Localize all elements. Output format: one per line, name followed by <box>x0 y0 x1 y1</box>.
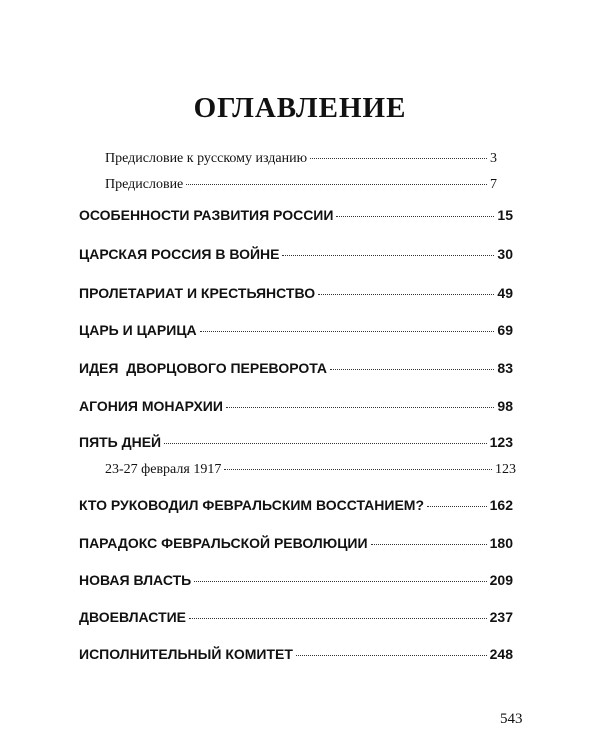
toc-entry-page: 248 <box>489 646 513 662</box>
toc-chapter-7 <box>79 434 513 450</box>
toc-entry-page: 209 <box>489 572 513 588</box>
toc-entry-page: 237 <box>489 609 513 625</box>
dot-leader <box>282 255 494 256</box>
toc-entry-page: 30 <box>497 246 513 262</box>
dot-leader <box>330 369 494 370</box>
toc-subentry-1 <box>105 462 516 478</box>
toc-entry-page: 3 <box>490 151 497 166</box>
toc-entry-page: 123 <box>495 462 516 477</box>
toc-entry-page: 180 <box>489 535 513 551</box>
toc-entry-label: ЦАРЬ И ЦАРИЦА <box>79 322 197 338</box>
dot-leader <box>200 331 495 332</box>
toc-entry-page: 7 <box>490 177 497 192</box>
dot-leader <box>186 184 487 185</box>
toc-chapter-5 <box>79 360 513 376</box>
toc-entry-page: 83 <box>497 360 513 376</box>
toc-entry-label: ЦАРСКАЯ РОССИЯ В ВОЙНЕ <box>79 246 280 262</box>
toc-entry-page: 123 <box>489 434 513 450</box>
toc-chapter-8 <box>79 497 513 513</box>
toc-entry-page: 98 <box>497 398 513 414</box>
toc-entry-label: ИСПОЛНИТЕЛЬНЫЙ КОМИТЕТ <box>79 646 293 662</box>
toc-entry-preface-russian <box>105 151 497 167</box>
toc-entry-label: ПАРАДОКС ФЕВРАЛЬСКОЙ РЕВОЛЮЦИИ <box>79 535 368 551</box>
dot-leader <box>336 216 494 217</box>
page-title: ОГЛАВЛЕНИЕ <box>193 92 407 124</box>
toc-chapter-10 <box>79 572 513 588</box>
toc-entry-label: 23-27 февраля 1917 <box>105 462 222 477</box>
dot-leader <box>296 655 487 656</box>
dot-leader <box>189 618 487 619</box>
toc-entry-page: 15 <box>497 207 513 223</box>
toc-entry-label: Предисловие к русскому изданию <box>105 151 308 166</box>
toc-entry-label: ПЯТЬ ДНЕЙ <box>79 434 162 450</box>
toc-chapter-6 <box>79 398 513 414</box>
toc-entry-label: ДВОЕВЛАСТИЕ <box>79 609 187 625</box>
toc-entry-label: КТО РУКОВОДИЛ ФЕВРАЛЬСКИМ ВОССТАНИЕМ? <box>79 497 425 513</box>
dot-leader <box>371 544 487 545</box>
dot-leader <box>194 581 486 582</box>
toc-entry-preface <box>105 177 497 193</box>
toc-entry-label: ПРОЛЕТАРИАТ И КРЕСТЬЯНСТВО <box>79 285 316 301</box>
toc-chapter-11 <box>79 609 513 625</box>
toc-entry-page: 49 <box>497 285 513 301</box>
toc-entry-page: 69 <box>497 322 513 338</box>
toc-entry-label: Предисловие <box>105 177 184 192</box>
toc-chapter-2 <box>79 246 513 262</box>
page-number: 543 <box>500 711 523 727</box>
toc-entry-label: ОСОБЕННОСТИ РАЗВИТИЯ РОССИИ <box>79 207 334 223</box>
dot-leader <box>427 506 487 507</box>
toc-entry-page: 162 <box>489 497 513 513</box>
dot-leader <box>226 407 495 408</box>
dot-leader <box>224 469 492 470</box>
toc-chapter-12 <box>79 646 513 662</box>
dot-leader <box>318 294 494 295</box>
dot-leader <box>164 443 487 444</box>
toc-chapter-1 <box>79 207 513 223</box>
toc-entry-label: НОВАЯ ВЛАСТЬ <box>79 572 192 588</box>
toc-entry-label: АГОНИЯ МОНАРХИИ <box>79 398 223 414</box>
toc-chapter-4 <box>79 322 513 338</box>
dot-leader <box>310 158 487 159</box>
toc-chapter-3 <box>79 285 513 301</box>
toc-entry-label: ИДЕЯ ДВОРЦОВОГО ПЕРЕВОРОТА <box>79 360 328 376</box>
toc-chapter-9 <box>79 535 513 551</box>
